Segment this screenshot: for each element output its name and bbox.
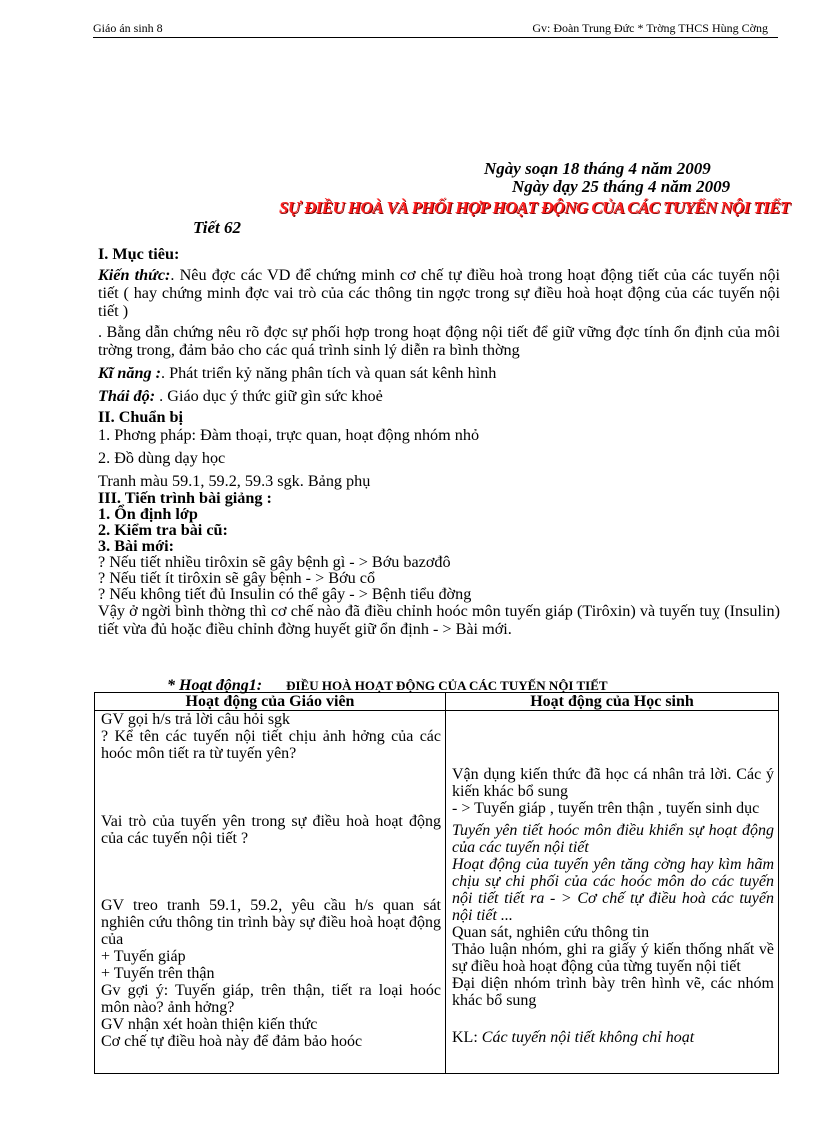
prep-heading: II. Chuẩn bị [98, 408, 184, 426]
teacher-line: GV treo tranh 59.1, 59.2, yêu cầu h/s quan sát nghiên cứu thông tin trình bày sự điều hoà hoạt động của [101, 897, 441, 948]
skill-paragraph [98, 364, 780, 382]
student-line: Quan sát, nghiên cứu thông tin [452, 924, 650, 941]
student-line: Tuyến yên tiết hoóc môn điều khiển sự hoạt động của các tuyến nội tiết [452, 822, 774, 856]
prep-item-2: 2. Đồ dùng dạy học [98, 449, 226, 467]
kl-prefix: KL: [452, 1029, 482, 1046]
objectives-heading: I. Mục tiêu: [98, 245, 180, 263]
attitude-text: . Giáo dục ý thức giữ gìn sức khoẻ [155, 387, 383, 405]
student-line [452, 1029, 774, 1046]
table-row [95, 711, 779, 1074]
skill-label: Kĩ năng : [98, 364, 161, 382]
teacher-line: ? Kể tên các tuyến nội tiết chịu ảnh hởng của các hoóc môn tiết ra từ tuyến yên? [101, 728, 441, 762]
attitude-paragraph [98, 387, 780, 405]
activity-label: * Hoạt động1: [167, 677, 263, 694]
teacher-line: + Tuyến giáp [101, 948, 186, 965]
skill-text: . Phát triển kỷ năng phân tích và quan sát kênh hình [160, 364, 497, 382]
student-column-header: Hoạt động của Học sinh [446, 693, 779, 711]
prepared-date: Ngày soạn 18 tháng 4 năm 2009 [484, 159, 711, 178]
knowledge-label: Kiến thức: [98, 266, 171, 284]
process-step-1: 1. Ổn định lớp [98, 505, 198, 523]
kl-text: Các tuyến nội tiết không chỉ hoạt [481, 1029, 695, 1046]
prep-item-1: 1. Phơng pháp: Đàm thoại, trực quan, hoạt động nhóm nhỏ [98, 426, 480, 444]
knowledge-paragraph-2: . Bằng dẫn chứng nêu rõ đợc sự phối hợp trong hoạt động nội tiết để giữ vững đợc tính ổn định của môi trờng trong, đảm bảo cho các quá trình sinh lý diễn ra bình thờng [98, 323, 780, 359]
student-line: Đại diện nhóm trình bày trên hình vẽ, các nhóm khác bổ sung [452, 975, 774, 1009]
header-right: Gv: Đoàn Trung Đức * Trờng THCS Hùng Cờng [532, 21, 768, 35]
question-3: ? Nếu không tiết đủ Insulin có thể gây - > Bệnh tiểu đờng [98, 585, 472, 603]
teacher-line: GV nhận xét hoàn thiện kiến thức [101, 1016, 318, 1033]
lesson-title: SỰ ĐIỀU HOÀ VÀ PHỐI HỢP HOẠT ĐỘNG CỦA CÁC TUYẾN NỘI TIẾT [279, 198, 790, 217]
teacher-line: Gv gợi ý: Tuyến giáp, trên thận, tiết ra loại hoóc môn nào? ảnh hởng? [101, 982, 441, 1016]
activity-caption: ĐIỀU HOÀ HOẠT ĐỘNG CỦA CÁC TUYẾN NỘI TIẾT [286, 678, 608, 693]
teacher-line: GV gọi h/s trả lời câu hỏi sgk [101, 711, 291, 728]
knowledge-text: . Nêu đợc các VD để chứng minh cơ chế tự điều hoà trong hoạt động tiết của các tuyến nội tiết ( hay chứng minh đợc vai trò của các thông tin ngợc trong sự điều hoà hoạt động của các tuyến nội tiết ) [98, 266, 780, 320]
process-heading: III. Tiến trình bài giảng : [98, 489, 272, 507]
teacher-line: Vai trò của tuyến yên trong sự điều hoà hoạt động của các tuyến nội tiết ? [101, 813, 441, 847]
lesson-number: Tiết 62 [193, 218, 241, 237]
student-line: - > Tuyến giáp , tuyến trên thận , tuyến sinh dục [452, 800, 760, 817]
question-2: ? Nếu tiết ít tirôxin sẽ gây bệnh - > Bớu cổ [98, 569, 376, 587]
page-header [93, 21, 778, 38]
student-line: Hoạt động của tuyến yên tăng cờng hay kìm hãm chịu sự chi phối của các hoóc môn do các tuyến nội tiết tiết ra - > Cơ chế tự điều hoà các tuyến nội tiết ... [452, 856, 774, 924]
student-line: Thảo luận nhóm, ghi ra giấy ý kiến thống nhất về sự điều hoà hoạt động của từng tuyến nội tiết [452, 941, 774, 975]
teacher-line: Cơ chế tự điều hoà này để đảm bảo hoóc [101, 1033, 363, 1050]
process-step-2: 2. Kiểm tra bài cũ: [98, 521, 228, 539]
student-cell [446, 711, 779, 1074]
teacher-cell [95, 711, 446, 1074]
process-step-3: 3. Bài mới: [98, 537, 174, 555]
lesson-intro: Vậy ở ngời bình thờng thì cơ chế nào đã điều chỉnh hoóc môn tuyến giáp (Tirôxin) và tuyến tuỵ (Insulin) tiết vừa đủ hoặc điều chỉnh đờng huyết giữ ổn định - > Bài mới. [98, 602, 780, 638]
knowledge-paragraph [98, 266, 780, 320]
attitude-label: Thái độ: [98, 387, 156, 405]
taught-date: Ngày dạy 25 tháng 4 năm 2009 [512, 177, 731, 196]
header-left: Giáo án sinh 8 [93, 21, 163, 35]
activity-table [94, 692, 779, 1074]
lesson-body [98, 245, 780, 638]
table-header-row [95, 693, 779, 711]
teacher-line: + Tuyến trên thận [101, 965, 215, 982]
prep-item-3: Tranh màu 59.1, 59.2, 59.3 sgk. Bảng phụ [98, 472, 371, 490]
question-1: ? Nếu tiết nhiều tirôxin sẽ gây bệnh gì - > Bớu bazơđô [98, 553, 451, 571]
student-line: Vận dụng kiến thức đã học cá nhân trả lời. Các ý kiến khác bổ sung [452, 766, 774, 800]
teacher-column-header: Hoạt động của Giáo viên [95, 693, 446, 711]
